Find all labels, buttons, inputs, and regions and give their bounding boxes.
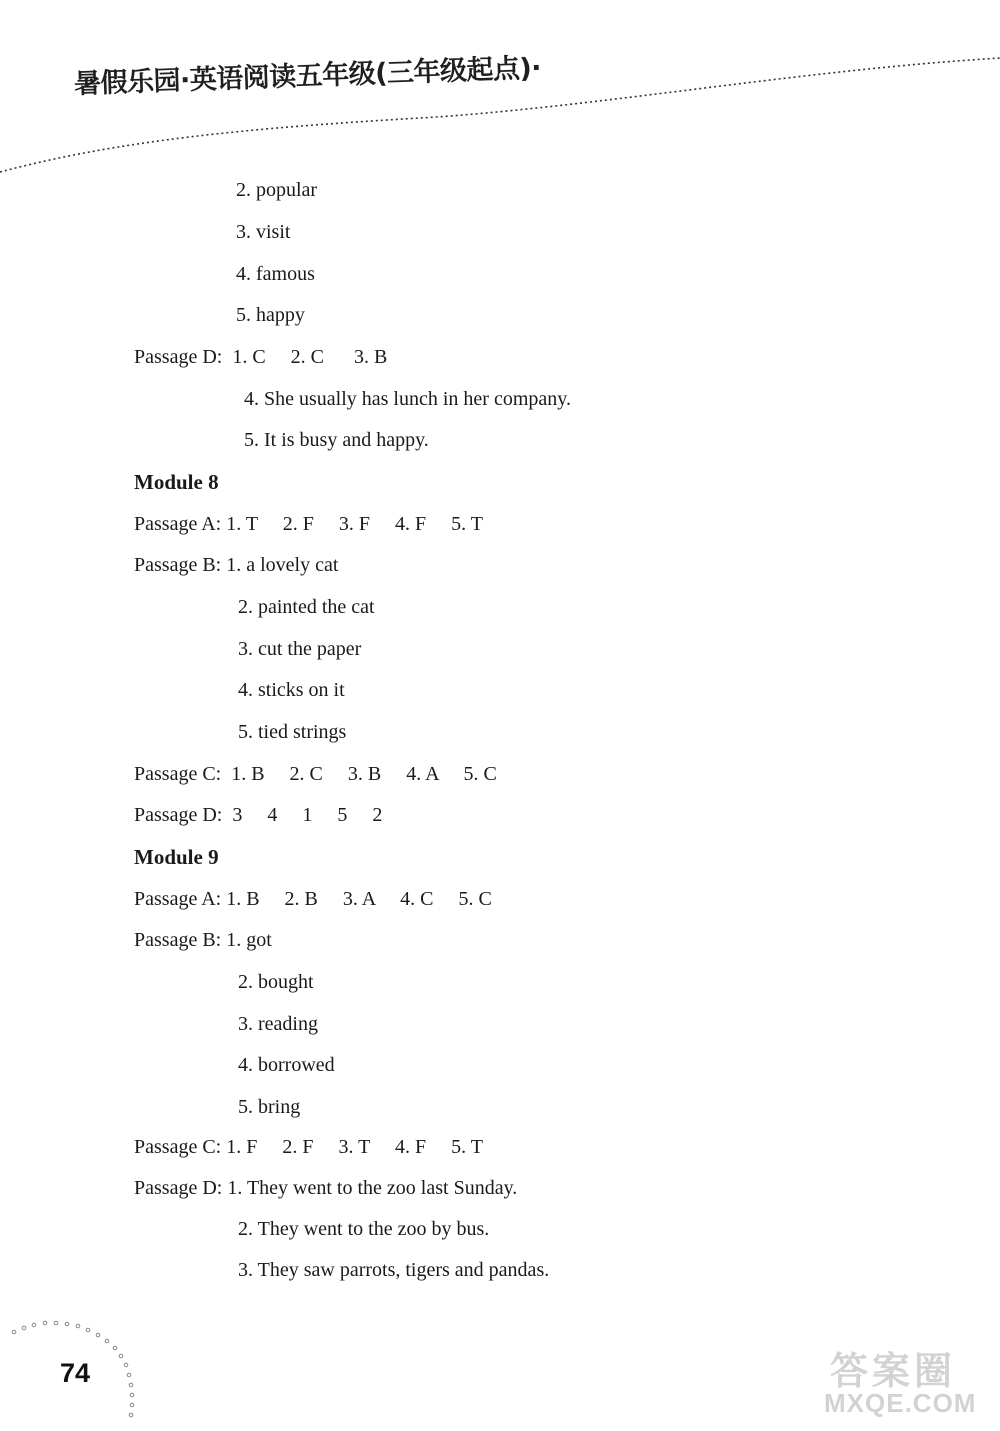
answer-line: 3. They saw parrots, tigers and pandas. <box>238 1259 550 1281</box>
answer-line: 3. reading <box>238 1013 318 1035</box>
answer-line: Passage C: 1. F 2. F 3. T 4. F 5. T <box>134 1136 483 1158</box>
page-number: 74 <box>60 1358 91 1388</box>
header-dotted-curve <box>0 0 1000 200</box>
answer-line: Passage D: 1. C 2. C 3. B <box>134 346 388 368</box>
answer-line: 4. famous <box>236 263 315 285</box>
answer-line: Passage A: 1. T 2. F 3. F 4. F 5. T <box>134 513 483 535</box>
answer-line: Passage B: 1. got <box>134 929 272 951</box>
answer-line: 4. sticks on it <box>238 679 345 701</box>
answer-line: 5. bring <box>238 1096 301 1118</box>
watermark <box>822 1340 992 1425</box>
answer-line: Passage C: 1. B 2. C 3. B 4. A 5. C <box>134 763 497 785</box>
answer-line: 5. happy <box>236 304 305 326</box>
answer-line: Passage D: 1. They went to the zoo last Sunday. <box>134 1177 518 1199</box>
answer-line: Passage B: 1. a lovely cat <box>134 554 339 576</box>
answer-line: 3. cut the paper <box>238 638 362 660</box>
answer-line: 5. tied strings <box>238 721 347 743</box>
answer-line: Passage D: 3 4 1 5 2 <box>134 804 383 826</box>
watermark-url: MXQE.COM <box>824 1388 977 1418</box>
answer-line: 2. painted the cat <box>238 596 375 618</box>
module-heading: Module 8 <box>134 470 219 494</box>
watermark-logo: 答案圈 <box>830 1349 957 1393</box>
page-header-title: 暑假乐园·英语阅读五年级(三年级起点)· <box>73 52 542 100</box>
answer-line: 4. borrowed <box>238 1054 335 1076</box>
answer-line: 2. bought <box>238 971 314 993</box>
answer-line: 5. It is busy and happy. <box>244 429 429 451</box>
answer-line: 3. visit <box>236 221 291 243</box>
answer-line: 4. She usually has lunch in her company. <box>244 388 571 410</box>
answer-line: 2. They went to the zoo by bus. <box>238 1218 490 1240</box>
answer-line: Passage A: 1. B 2. B 3. A 4. C 5. C <box>134 888 492 910</box>
module-heading: Module 9 <box>134 845 219 869</box>
answer-line: 2. popular <box>236 179 318 201</box>
